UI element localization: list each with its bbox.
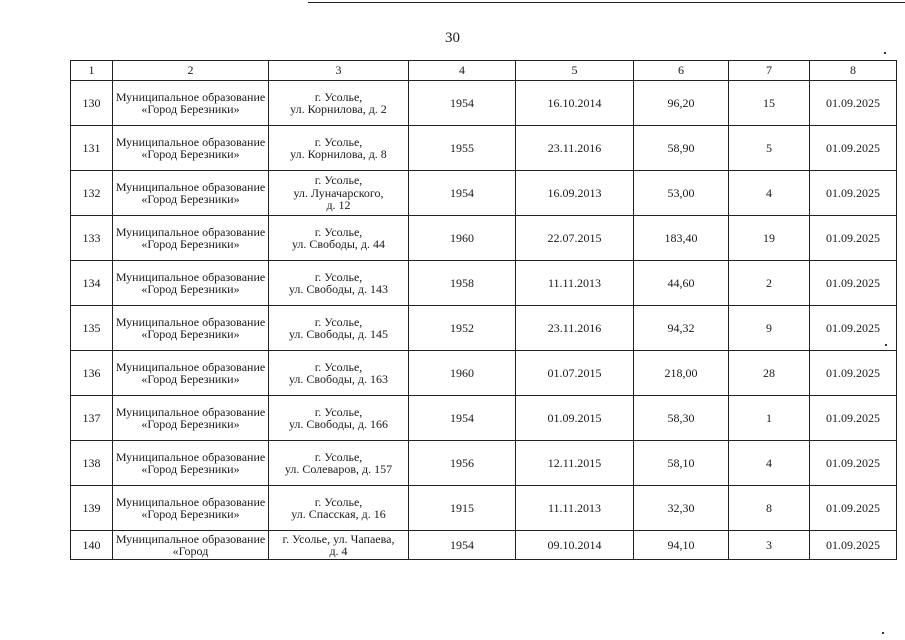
residents-cell: 2 — [729, 261, 810, 306]
table-row — [71, 171, 897, 216]
residents-cell: 3 — [729, 531, 810, 560]
table-row — [71, 216, 897, 261]
area-cell: 32,30 — [634, 486, 729, 531]
address-cell — [269, 171, 409, 216]
date-cell: 01.07.2015 — [516, 351, 634, 396]
address-cell — [269, 261, 409, 306]
year-cell: 1960 — [409, 351, 516, 396]
address-line: г. Усолье, — [314, 314, 363, 329]
column-header: 1 — [71, 61, 113, 81]
year-cell: 1952 — [409, 306, 516, 351]
row-number-cell: 130 — [71, 81, 113, 126]
owner-cell: Муниципальное образование «Город Березники» — [113, 441, 269, 486]
area-cell: 94,32 — [634, 306, 729, 351]
scan-dot — [882, 632, 884, 634]
address-line: ул. Свободы, д. 143 — [288, 282, 389, 296]
year-cell: 1954 — [409, 531, 516, 560]
address-line: г. Усолье, — [314, 404, 363, 419]
deadline-cell: 01.09.2025 — [810, 216, 897, 261]
table-row — [71, 261, 897, 306]
deadline-cell: 01.09.2025 — [810, 81, 897, 126]
column-header: 5 — [516, 61, 634, 81]
address-line: г. Усолье, — [314, 134, 363, 149]
address-cell — [269, 396, 409, 441]
area-cell: 183,40 — [634, 216, 729, 261]
column-header: 2 — [113, 61, 269, 81]
date-cell: 11.11.2013 — [516, 486, 634, 531]
address-cell — [269, 351, 409, 396]
date-cell: 22.07.2015 — [516, 216, 634, 261]
address-line: г. Усолье, — [314, 173, 363, 188]
date-cell: 23.11.2016 — [516, 306, 634, 351]
year-cell: 1956 — [409, 441, 516, 486]
column-header: 6 — [634, 61, 729, 81]
table-body — [71, 81, 897, 560]
table-row — [71, 351, 897, 396]
area-cell: 58,10 — [634, 441, 729, 486]
address-cell — [269, 216, 409, 261]
owner-cell: Муниципальное образование «Город Березники» — [113, 171, 269, 216]
owner-cell: Муниципальное образование «Город — [113, 531, 269, 560]
residents-cell: 19 — [729, 216, 810, 261]
address-line: ул. Свободы, д. 145 — [288, 327, 389, 341]
address-line: г. Усолье, — [314, 494, 363, 509]
residents-cell: 8 — [729, 486, 810, 531]
residents-cell: 4 — [729, 441, 810, 486]
year-cell: 1915 — [409, 486, 516, 531]
date-cell: 11.11.2013 — [516, 261, 634, 306]
owner-cell: Муниципальное образование «Город Березники» — [113, 351, 269, 396]
deadline-cell: 01.09.2025 — [810, 441, 897, 486]
address-line: г. Усолье, — [314, 449, 363, 464]
header-row — [71, 61, 897, 81]
table-row — [71, 441, 897, 486]
row-number-cell: 136 — [71, 351, 113, 396]
address-line: ул. Свободы, д. 166 — [288, 417, 389, 431]
deadline-cell: 01.09.2025 — [810, 396, 897, 441]
residents-cell: 28 — [729, 351, 810, 396]
date-cell: 16.10.2014 — [516, 81, 634, 126]
address-cell — [269, 486, 409, 531]
area-cell: 94,10 — [634, 531, 729, 560]
deadline-cell: 01.09.2025 — [810, 306, 897, 351]
scan-dot — [884, 52, 886, 54]
residents-cell: 9 — [729, 306, 810, 351]
column-header: 3 — [269, 61, 409, 81]
address-cell — [269, 306, 409, 351]
address-line: г. Усолье, ул. Чапаева, — [282, 531, 395, 546]
date-cell: 09.10.2014 — [516, 531, 634, 560]
address-line: ул. Корнилова, д. 2 — [290, 102, 387, 116]
deadline-cell: 01.09.2025 — [810, 486, 897, 531]
address-line: г. Усолье, — [314, 269, 363, 284]
row-number-cell: 138 — [71, 441, 113, 486]
address-cell — [269, 81, 409, 126]
area-cell: 218,00 — [634, 351, 729, 396]
address-line: ул. Свободы, д. 44 — [291, 237, 386, 251]
row-number-cell: 133 — [71, 216, 113, 261]
owner-cell: Муниципальное образование «Город Березники» — [113, 81, 269, 126]
table-row — [71, 306, 897, 351]
row-number-cell: 139 — [71, 486, 113, 531]
deadline-cell: 01.09.2025 — [810, 171, 897, 216]
address-line: д. 4 — [329, 544, 348, 558]
address-line: ул. Солеваров, д. 157 — [284, 462, 393, 476]
address-line: д. 12 — [326, 198, 351, 213]
page-number: 30 — [445, 30, 460, 46]
address-line: г. Усолье, — [314, 224, 363, 239]
area-cell: 96,20 — [634, 81, 729, 126]
deadline-cell: 01.09.2025 — [810, 261, 897, 306]
address-line: ул. Спасская, д. 16 — [291, 507, 386, 521]
area-cell: 44,60 — [634, 261, 729, 306]
date-cell: 12.11.2015 — [516, 441, 634, 486]
row-number-cell: 134 — [71, 261, 113, 306]
date-cell: 23.11.2016 — [516, 126, 634, 171]
residents-cell: 5 — [729, 126, 810, 171]
year-cell: 1958 — [409, 261, 516, 306]
address-line: ул. Свободы, д. 163 — [288, 372, 389, 386]
row-number-cell: 135 — [71, 306, 113, 351]
year-cell: 1954 — [409, 171, 516, 216]
deadline-cell: 01.09.2025 — [810, 126, 897, 171]
housing-registry-table — [70, 60, 897, 560]
year-cell: 1955 — [409, 126, 516, 171]
area-cell: 58,30 — [634, 396, 729, 441]
row-number-cell: 137 — [71, 396, 113, 441]
address-cell — [269, 531, 409, 560]
residents-cell: 15 — [729, 81, 810, 126]
owner-cell: Муниципальное образование «Город Березники» — [113, 396, 269, 441]
table-row — [71, 531, 897, 560]
table-row — [71, 126, 897, 171]
column-header: 8 — [810, 61, 897, 81]
column-header: 7 — [729, 61, 810, 81]
row-number-cell: 132 — [71, 171, 113, 216]
owner-cell: Муниципальное образование «Город Березники» — [113, 126, 269, 171]
area-cell: 53,00 — [634, 171, 729, 216]
address-cell — [269, 126, 409, 171]
table-row — [71, 81, 897, 126]
address-line: г. Усолье, — [314, 89, 363, 104]
year-cell: 1954 — [409, 396, 516, 441]
owner-cell: Муниципальное образование «Город Березники» — [113, 216, 269, 261]
top-rule — [308, 2, 905, 3]
area-cell: 58,90 — [634, 126, 729, 171]
date-cell: 01.09.2015 — [516, 396, 634, 441]
date-cell: 16.09.2013 — [516, 171, 634, 216]
year-cell: 1954 — [409, 81, 516, 126]
row-number-cell: 131 — [71, 126, 113, 171]
residents-cell: 4 — [729, 171, 810, 216]
owner-cell: Муниципальное образование «Город Березники» — [113, 261, 269, 306]
deadline-cell: 01.09.2025 — [810, 351, 897, 396]
address-line: ул. Корнилова, д. 8 — [290, 147, 387, 161]
table-row — [71, 486, 897, 531]
address-line: ул. Луначарского, — [293, 185, 384, 200]
row-number-cell: 140 — [71, 531, 113, 560]
address-line: г. Усолье, — [314, 359, 363, 374]
table-row — [71, 396, 897, 441]
column-header: 4 — [409, 61, 516, 81]
residents-cell: 1 — [729, 396, 810, 441]
deadline-cell: 01.09.2025 — [810, 531, 897, 560]
owner-cell: Муниципальное образование «Город Березники» — [113, 486, 269, 531]
address-cell — [269, 441, 409, 486]
owner-cell: Муниципальное образование «Город Березники» — [113, 306, 269, 351]
year-cell: 1960 — [409, 216, 516, 261]
